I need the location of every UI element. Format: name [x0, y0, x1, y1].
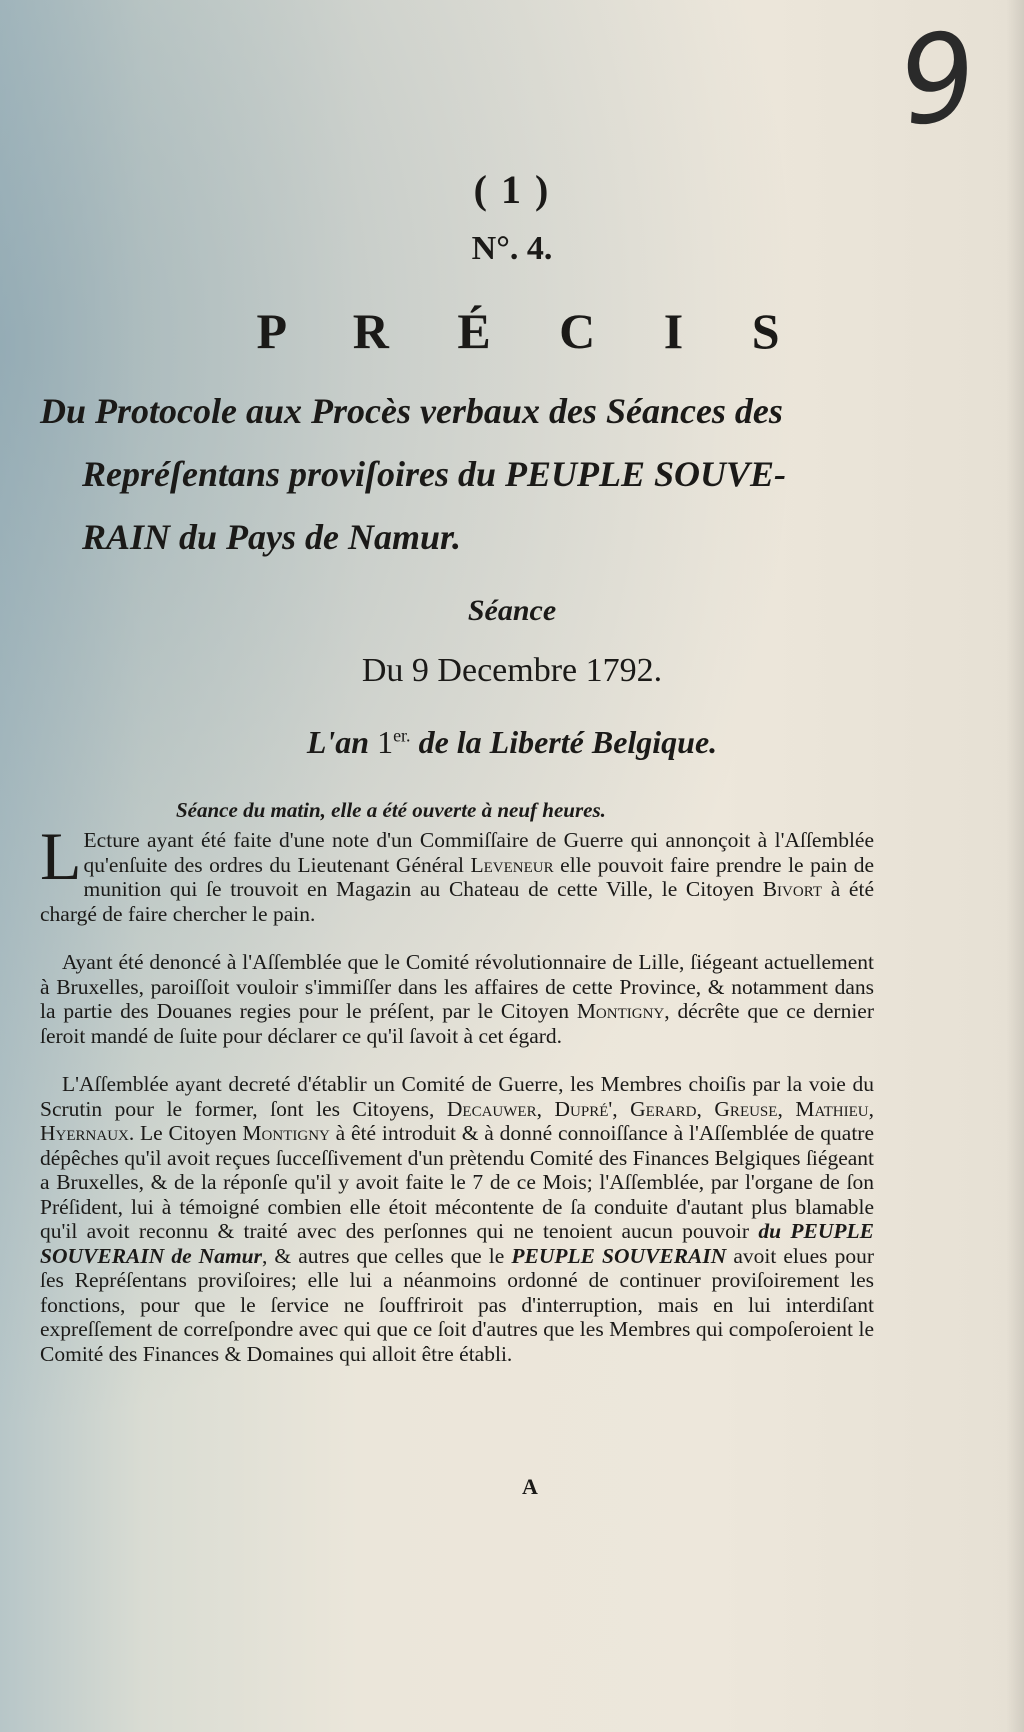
p3-text-1: L'Aſſemblée ayant decreté d'établir un Comité de Guerre, les Membres choiſis par la voie du Scrutin pour le former, ſont les Citoyens,	[40, 1072, 874, 1121]
p1-name-leveneur: Leveneur	[470, 852, 554, 877]
handwritten-page-number: 9	[890, 5, 986, 154]
paragraph-1	[40, 818, 874, 926]
p3-names-committee: Decauwer, Dupré', Gerard, Greuse, Mathieu, Hyernaux.	[40, 1096, 874, 1145]
document-subtitle	[40, 380, 870, 569]
p3-text-3: à êté introduit & à donné connoiſſance à l'Aſſemblée de quatre dépêches qu'il avoit reçues ſucceſſivement d'un prètendu Comité des Finances Belgiques ſiégeant a Bruxelles, & de la réponſe qu'il y avoit faite le 7 de ce Mois; l'Aſſemblée, par l'organe de ſon Préſident, lui à témoigné combien elle étoit mécontente de ſa conduite d'autant plus blamable qu'il avoit reconnu & traité avec des perſonnes qui ne tenoient aucun pouvoir	[40, 1121, 874, 1243]
page-number: ( 1 )	[473, 167, 551, 212]
liberty-prefix: L'an	[306, 724, 370, 760]
seance-date: Du 9 Decembre 1792.	[361, 652, 663, 689]
p1-text-2: elle pouvoit faire prendre le pain de munition qui ſe trouvoit en Magazin au Chateau de cette Ville, le Citoyen	[83, 852, 874, 901]
document-body	[40, 818, 875, 1390]
p2-text-2: , décrête que ce dernier ſeroit mandé de ſuite pour déclarer ce qu'il ſavoit à cet égard.	[40, 999, 874, 1048]
drop-cap: L	[40, 818, 82, 894]
paragraph-3	[40, 1072, 874, 1366]
liberty-suffix: de la Liberté Belgique.	[418, 724, 718, 760]
paragraph-2	[40, 950, 874, 1048]
p2-name-montigny: Montigny	[576, 999, 665, 1023]
p1-text-3: à été chargé de faire chercher le pain.	[40, 877, 874, 926]
seance-label: Séance	[467, 594, 557, 627]
liberty-year	[0, 724, 1024, 761]
signature-mark: A	[522, 1474, 538, 1499]
subtitle-line-1: Du Protocole aux Procès verbaux des Séances des	[40, 391, 783, 431]
p1-name-bivort: Bivort	[762, 877, 822, 901]
p3-italic-peuple-namur: du PEUPLE SOUVERAIN de Namur	[40, 1219, 874, 1268]
p3-text-2: Le Citoyen	[134, 1121, 243, 1145]
p3-name-montigny: Montigny	[242, 1121, 330, 1145]
document-number: N°. 4.	[471, 230, 553, 267]
subtitle-line-2: Repréſentans proviſoires du PEUPLE SOUVE-	[82, 454, 787, 494]
morning-session-note: Séance du matin, elle a été ouverte à neuf heures.	[176, 798, 606, 822]
subtitle-line-3: RAIN du Pays de Namur.	[82, 517, 462, 557]
document-heading: P R É C I S	[256, 303, 808, 359]
liberty-ordinal-suffix: er.	[393, 725, 411, 746]
p3-text-4: , & autres que celles que le	[262, 1243, 512, 1268]
liberty-ordinal: 1	[377, 724, 394, 760]
p3-text-5: avoit elues pour ſes Repréſentans proviſoires; elle lui a néanmoins ordonné de continuer proviſoirement les fonctions, pour que le ſervice ne ſouffriroit pas d'interruption, mais en lui interdiſant expreſſement de correſpondre avec qui que ce ſoit d'autres que les Membres qui compoſeroient le Comité des Finances & Domaines qui alloit être établi.	[40, 1243, 875, 1366]
p3-italic-peuple: PEUPLE SOUVERAIN	[511, 1243, 727, 1268]
p2-text-1: Ayant été denoncé à l'Aſſemblée que le Comité révolutionnaire de Lille, ſiégeant actuellement à Bruxelles, paroiſſoit vouloir s'immiſſer dans les affaires de cette Province, & notamment dans la partie des Douanes regies pour le préſent, par le Citoyen	[40, 950, 874, 1023]
p1-text-1: Ecture ayant été faite d'une note d'un Commiſſaire de Guerre qui annonçoit à l'Aſſemblée qu'enſuite des ordres du Lieutenant Général	[83, 828, 874, 877]
